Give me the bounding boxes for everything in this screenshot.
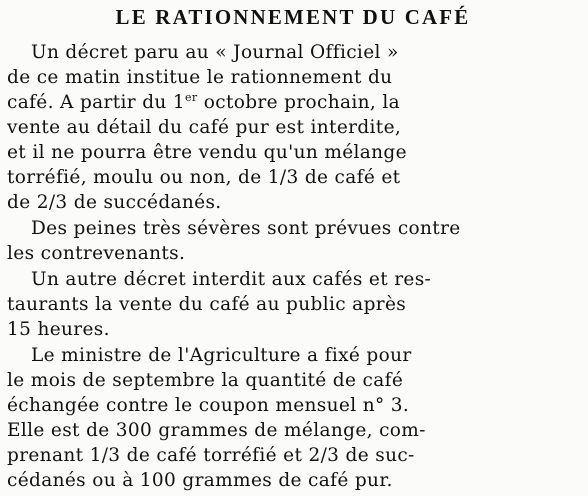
article-line: cédanés ou à 100 grammes de café pur. xyxy=(7,470,393,491)
article-line: de 2/3 de succédanés. xyxy=(7,192,222,213)
article-line: et il ne pourra être vendu qu'un mélange xyxy=(7,142,407,163)
article-line: taurants la vente du café au public après xyxy=(7,294,407,315)
article-title: LE RATIONNEMENT DU CAFÉ xyxy=(115,5,471,29)
ordinal-superscript: er xyxy=(185,91,198,104)
article-line: Un décret paru au « Journal Officiel » xyxy=(31,42,399,63)
article-line: le mois de septembre la quantité de café xyxy=(7,370,404,391)
article-line: Elle est de 300 grammes de mélange, com- xyxy=(7,420,426,441)
article-line-part: café. A partir du 1 xyxy=(7,92,186,113)
article-line: de ce matin institue le rationnement du xyxy=(7,67,393,88)
article-line: 15 heures. xyxy=(7,319,110,340)
article-line-part: octobre prochain, la xyxy=(197,92,401,113)
article-line: prenant 1/3 de café torréfié et 2/3 de suc- xyxy=(7,445,415,466)
article-line: vente au détail du café pur est interdite, xyxy=(7,117,402,138)
article-line xyxy=(7,91,400,115)
article-line: Des peines très sévères sont prévues contre xyxy=(31,218,461,239)
article-line: Le ministre de l'Agriculture a fixé pour xyxy=(31,345,412,366)
article-line: les contrevenants. xyxy=(7,243,186,264)
article-line: torréfié, moulu ou non, de 1/3 de café et xyxy=(7,167,401,188)
article-line: échangée contre le coupon mensuel n° 3. xyxy=(7,395,410,416)
article-line: Un autre décret interdit aux cafés et res- xyxy=(31,269,432,290)
